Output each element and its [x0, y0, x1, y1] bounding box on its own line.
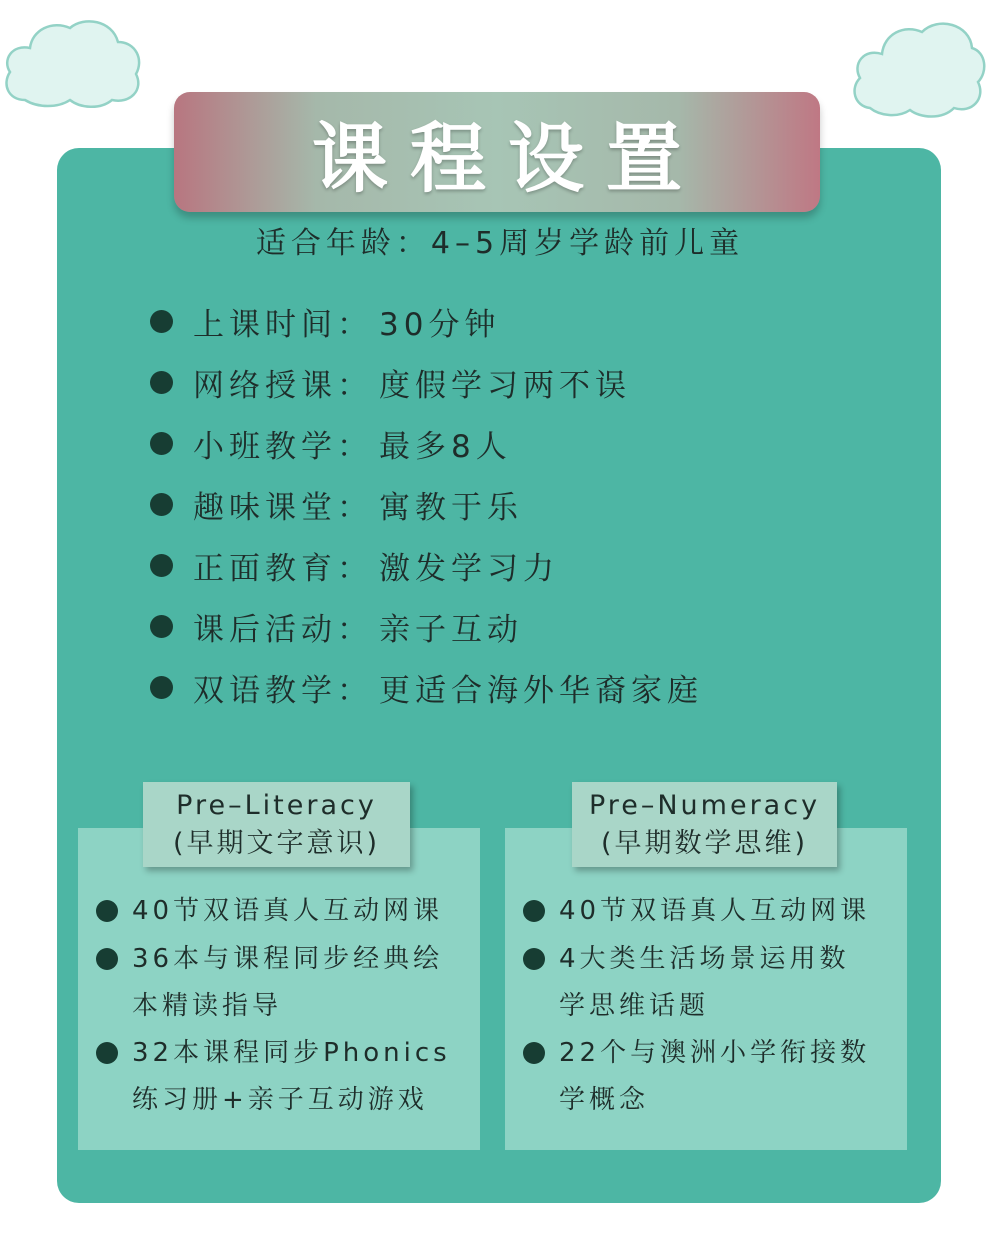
feature-label: 小班教学：: [193, 428, 373, 465]
list-item: [96, 936, 443, 1030]
cloud-right-decoration: [848, 10, 988, 122]
feature-value: 亲子互动: [379, 611, 523, 648]
feature-item: [150, 418, 512, 468]
bullet-dot: [523, 900, 545, 922]
item-text: 36本与课程同步经典绘: [132, 944, 444, 974]
feature-item: [150, 601, 523, 651]
feature-label: 网络授课：: [193, 367, 373, 404]
list-item: [523, 1030, 870, 1124]
feature-label: 正面教育：: [193, 550, 373, 587]
tag-title: Pre–Numeracy: [588, 789, 821, 821]
item-text-continued: 学概念: [559, 1085, 650, 1115]
item-text-continued: 练习册+亲子互动游戏: [132, 1085, 428, 1115]
bullet-dot: [96, 900, 118, 922]
item-text: 32本课程同步Phonics: [132, 1038, 451, 1068]
feature-label: 趣味课堂：: [193, 489, 373, 526]
item-text: 40节双语真人互动网课: [132, 896, 444, 926]
item-text: 22个与澳洲小学衔接数: [559, 1038, 871, 1068]
pre-literacy-tag: [143, 782, 410, 867]
feature-label: 双语教学：: [193, 672, 373, 709]
bullet-dot: [523, 948, 545, 970]
age-subtitle: 适合年龄：4–5周岁学龄前儿童: [255, 226, 745, 261]
bullet-dot: [150, 310, 173, 333]
bullet-dot: [150, 493, 173, 516]
list-item: [96, 888, 443, 935]
feature-item: [150, 540, 559, 590]
item-text: 4大类生活场景运用数: [559, 944, 850, 974]
feature-value: 30分钟: [379, 306, 501, 343]
page-title: 课程设置: [312, 113, 704, 203]
feature-value: 寓教于乐: [379, 489, 523, 526]
cloud-left-decoration: [0, 12, 145, 112]
list-item: [523, 888, 870, 935]
feature-item: [150, 296, 500, 346]
bullet-dot: [150, 432, 173, 455]
feature-item: [150, 662, 703, 712]
list-item: [523, 936, 850, 1030]
list-item: [96, 1030, 451, 1124]
bullet-dot: [150, 371, 173, 394]
item-text-continued: 本精读指导: [132, 991, 283, 1021]
tag-title: Pre–Literacy: [176, 789, 377, 821]
bullet-dot: [96, 948, 118, 970]
feature-item: [150, 479, 523, 529]
feature-value: 最多8人: [379, 428, 512, 465]
bullet-dot: [150, 554, 173, 577]
bullet-dot: [150, 676, 173, 699]
item-text-continued: 学思维话题: [559, 991, 710, 1021]
item-text: 40节双语真人互动网课: [559, 896, 871, 926]
feature-value: 激发学习力: [379, 550, 559, 587]
title-banner: [174, 92, 820, 212]
feature-value: 度假学习两不误: [379, 367, 631, 404]
bullet-dot: [523, 1042, 545, 1064]
feature-label: 课后活动：: [193, 611, 373, 648]
feature-label: 上课时间：: [193, 306, 373, 343]
tag-subtitle: (早期数学思维): [600, 827, 809, 859]
bullet-dot: [150, 615, 173, 638]
bullet-dot: [96, 1042, 118, 1064]
pre-numeracy-tag: [572, 782, 837, 867]
tag-subtitle: (早期文字意识): [172, 827, 381, 859]
feature-item: [150, 357, 631, 407]
feature-value: 更适合海外华裔家庭: [379, 672, 703, 709]
